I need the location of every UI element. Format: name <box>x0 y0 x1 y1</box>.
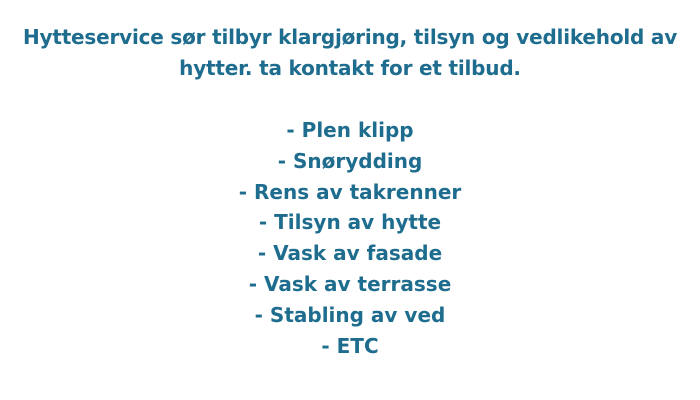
intro-line-1: Hytteservice sør tilbyr klargjøring, tilsyn og vedlikehold av <box>22 25 678 49</box>
service-item-facade-washing: - Vask av fasade <box>257 241 443 266</box>
service-item-etc: - ETC <box>321 333 379 358</box>
service-item-snow-clearing: - Snørydding <box>277 148 423 173</box>
service-item-terrace-washing: - Vask av terrasse <box>248 271 452 296</box>
service-item-cabin-inspection: - Tilsyn av hytte <box>258 210 442 235</box>
service-item-lawn-mowing: - Plen klipp <box>286 118 414 142</box>
service-list <box>0 115 700 361</box>
service-item-gutter-cleaning: - Rens av takrenner <box>238 179 462 204</box>
service-item-wood-stacking: - Stabling av ved <box>254 302 446 327</box>
intro-line-2: hytter. ta kontakt for et tilbud. <box>179 56 521 80</box>
intro-text <box>0 22 700 84</box>
